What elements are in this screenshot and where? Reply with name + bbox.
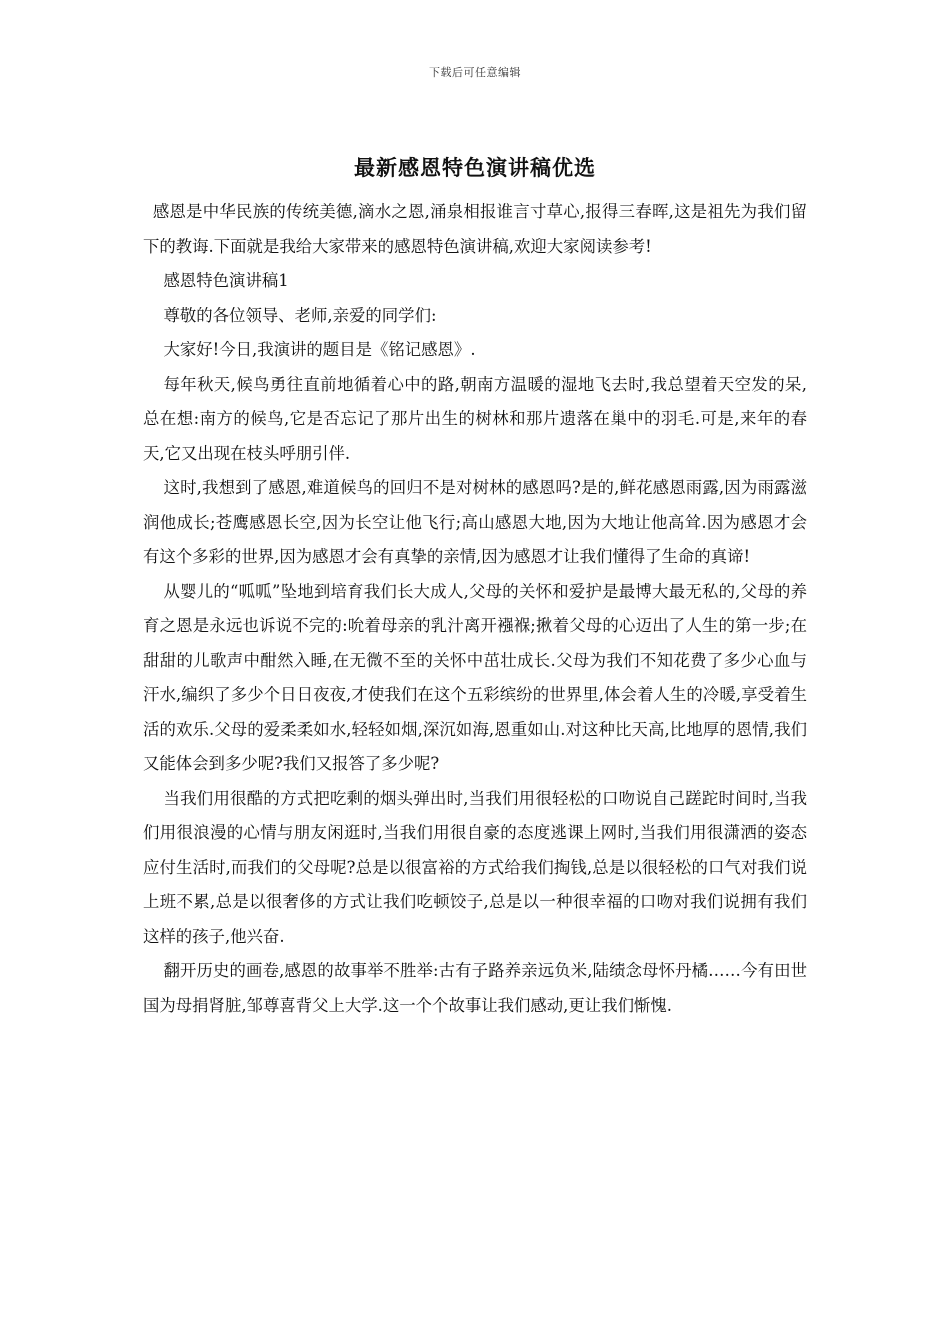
paragraph-history: 翻开历史的画卷,感恩的故事举不胜举:古有子路养亲远负米,陆绩念母怀丹橘……今有田世国为母捐肾脏,邹尊喜背父上大学.这一个个故事让我们感动,更让我们惭愧. xyxy=(143,961,807,1015)
document-body xyxy=(143,195,807,1023)
paragraph-contrast: 当我们用很酷的方式把吃剩的烟头弹出时,当我们用很轻松的口吻说自己蹉跎时间时,当我们用很浪漫的心情与朋友闲逛时,当我们用很自豪的态度逃课上网时,当我们用很潇洒的姿态应付生活时,而我们的父母呢?总是以很富裕的方式给我们掏钱,总是以很轻松的口气对我们说上班不累,总是以很奢侈的方式让我们吃顿饺子,总是以一种很幸福的口吻对我们说拥有我们这样的孩子,他兴奋. xyxy=(143,788,807,946)
paragraph-intro: 感恩是中华民族的传统美德,滴水之恩,涌泉相报谁言寸草心,报得三春晖,这是祖先为我们留下的教诲.下面就是我给大家带来的感恩特色演讲稿,欢迎大家阅读参考! xyxy=(143,202,807,256)
paragraph-gratitude-nature: 这时,我想到了感恩,难道候鸟的回归不是对树林的感恩吗?是的,鲜花感恩雨露,因为雨露滋润他成长;苍鹰感恩长空,因为长空让他飞行;高山感恩大地,因为大地让他高耸.因为感恩才会有这个多彩的世界,因为感恩才会有真挚的亲情,因为感恩才让我们懂得了生命的真谛! xyxy=(143,478,807,566)
paragraph-salutation: 尊敬的各位领导、老师,亲爱的同学们: xyxy=(163,305,437,325)
paragraph-greeting: 大家好!今日,我演讲的题目是《铭记感恩》. xyxy=(163,340,476,359)
paragraph-speech-heading: 感恩特色演讲稿1 xyxy=(163,271,289,290)
document-title: 最新感恩特色演讲稿优选 xyxy=(354,155,596,180)
header-note: 下载后可任意编辑 xyxy=(429,66,521,79)
paragraph-parents-love: 从婴儿的“呱呱”坠地到培育我们长大成人,父母的关怀和爱护是最博大最无私的,父母的养育之恩是永远也诉说不完的:吮着母亲的乳汁离开襁褓;揪着父母的心迈出了人生的第一步;在甜甜的儿歌声中酣然入睡,在无微不至的关怀中茁壮成长.父母为我们不知花费了多少心血与汗水,编织了多少个日日夜夜,才使我们在这个五彩缤纷的世界里,体会着人生的冷暖,享受着生活的欢乐.父母的爱柔柔如水,轻轻如烟,深沉如海,恩重如山.对这种比天高,比地厚的恩情,我们又能体会到多少呢?我们又报答了多少呢? xyxy=(143,581,807,773)
paragraph-migratory-birds: 每年秋天,候鸟勇往直前地循着心中的路,朝南方温暖的湿地飞去时,我总望着天空发的呆,总在想:南方的候鸟,它是否忘记了那片出生的树林和那片遗落在巢中的羽毛.可是,来年的春天,它又出现在枝头呼朋引伴. xyxy=(143,374,807,463)
